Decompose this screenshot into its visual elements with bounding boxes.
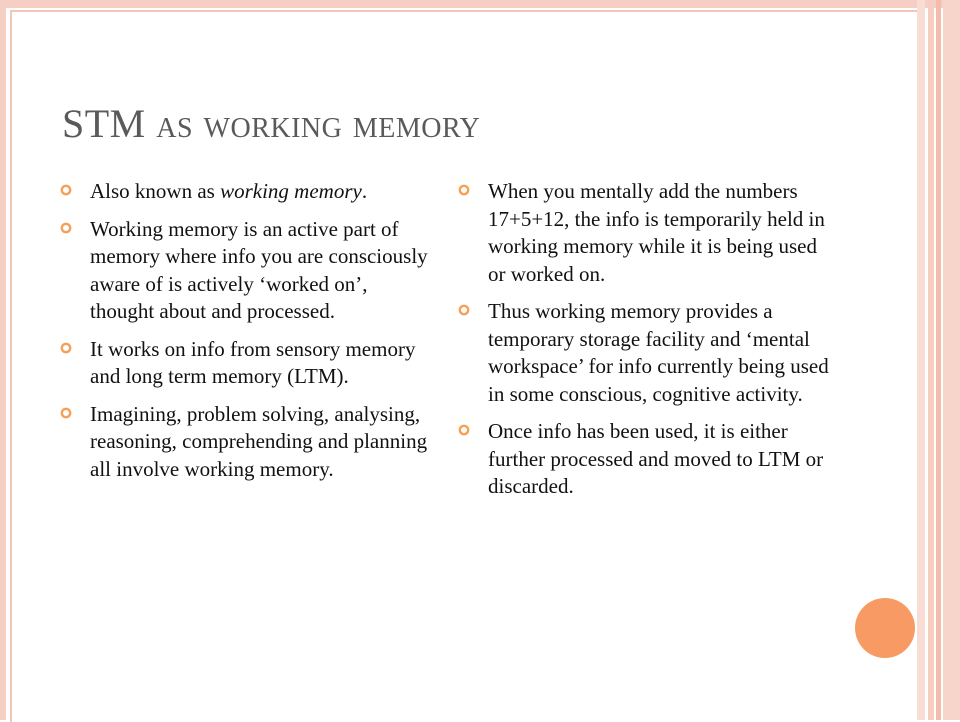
bullet-text: It works on info from sensory memory and long term memory (LTM). — [90, 336, 416, 388]
bullet-item — [458, 298, 838, 408]
right-stripe-decoration — [917, 0, 925, 720]
bullet-text: . — [361, 179, 368, 203]
sun-bullet-icon — [458, 184, 470, 196]
slide-title: STM as working memory — [62, 101, 481, 146]
right-bullet-list — [458, 178, 838, 511]
left-bullet-list — [60, 178, 430, 493]
bullet-text: Once info has been used, it is either further processed and moved to LTM or discarded. — [488, 419, 824, 498]
bullet-text: Also known as — [90, 179, 221, 203]
right-stripe-decoration — [928, 0, 934, 720]
sun-bullet-icon — [60, 342, 72, 354]
right-stripe-decoration — [943, 0, 960, 720]
orange-circle-decoration — [855, 598, 915, 658]
sun-bullet-icon — [458, 304, 470, 316]
bullet-item — [60, 178, 430, 206]
bullet-text: When you mentally add the numbers 17+5+12, the info is temporarily held in working memory while it is being used or worked on. — [488, 179, 825, 286]
bullet-item — [458, 178, 838, 288]
sun-bullet-icon — [60, 407, 72, 419]
bullet-item — [60, 401, 430, 484]
top-border-decoration — [0, 0, 960, 8]
bullet-item — [458, 418, 838, 501]
left-border-decoration — [0, 0, 6, 720]
sun-bullet-icon — [60, 184, 72, 196]
bullet-text: Thus working memory provides a temporary storage facility and ‘mental workspace’ for info currently being used in some conscious, cognitive activity. — [488, 299, 829, 406]
bullet-item — [60, 216, 430, 326]
bullet-emphasis: working memory — [220, 179, 362, 203]
bullet-item — [60, 336, 430, 391]
sun-bullet-icon — [60, 222, 72, 234]
right-stripe-decoration — [936, 0, 941, 720]
bullet-text: Imagining, problem solving, analysing, reasoning, comprehending and planning all involve working memory. — [90, 401, 428, 481]
sun-bullet-icon — [458, 424, 470, 436]
bullet-text: Working memory is an active part of memory where info you are consciously aware of is actively ‘worked on’, thought about and processed. — [90, 216, 428, 323]
